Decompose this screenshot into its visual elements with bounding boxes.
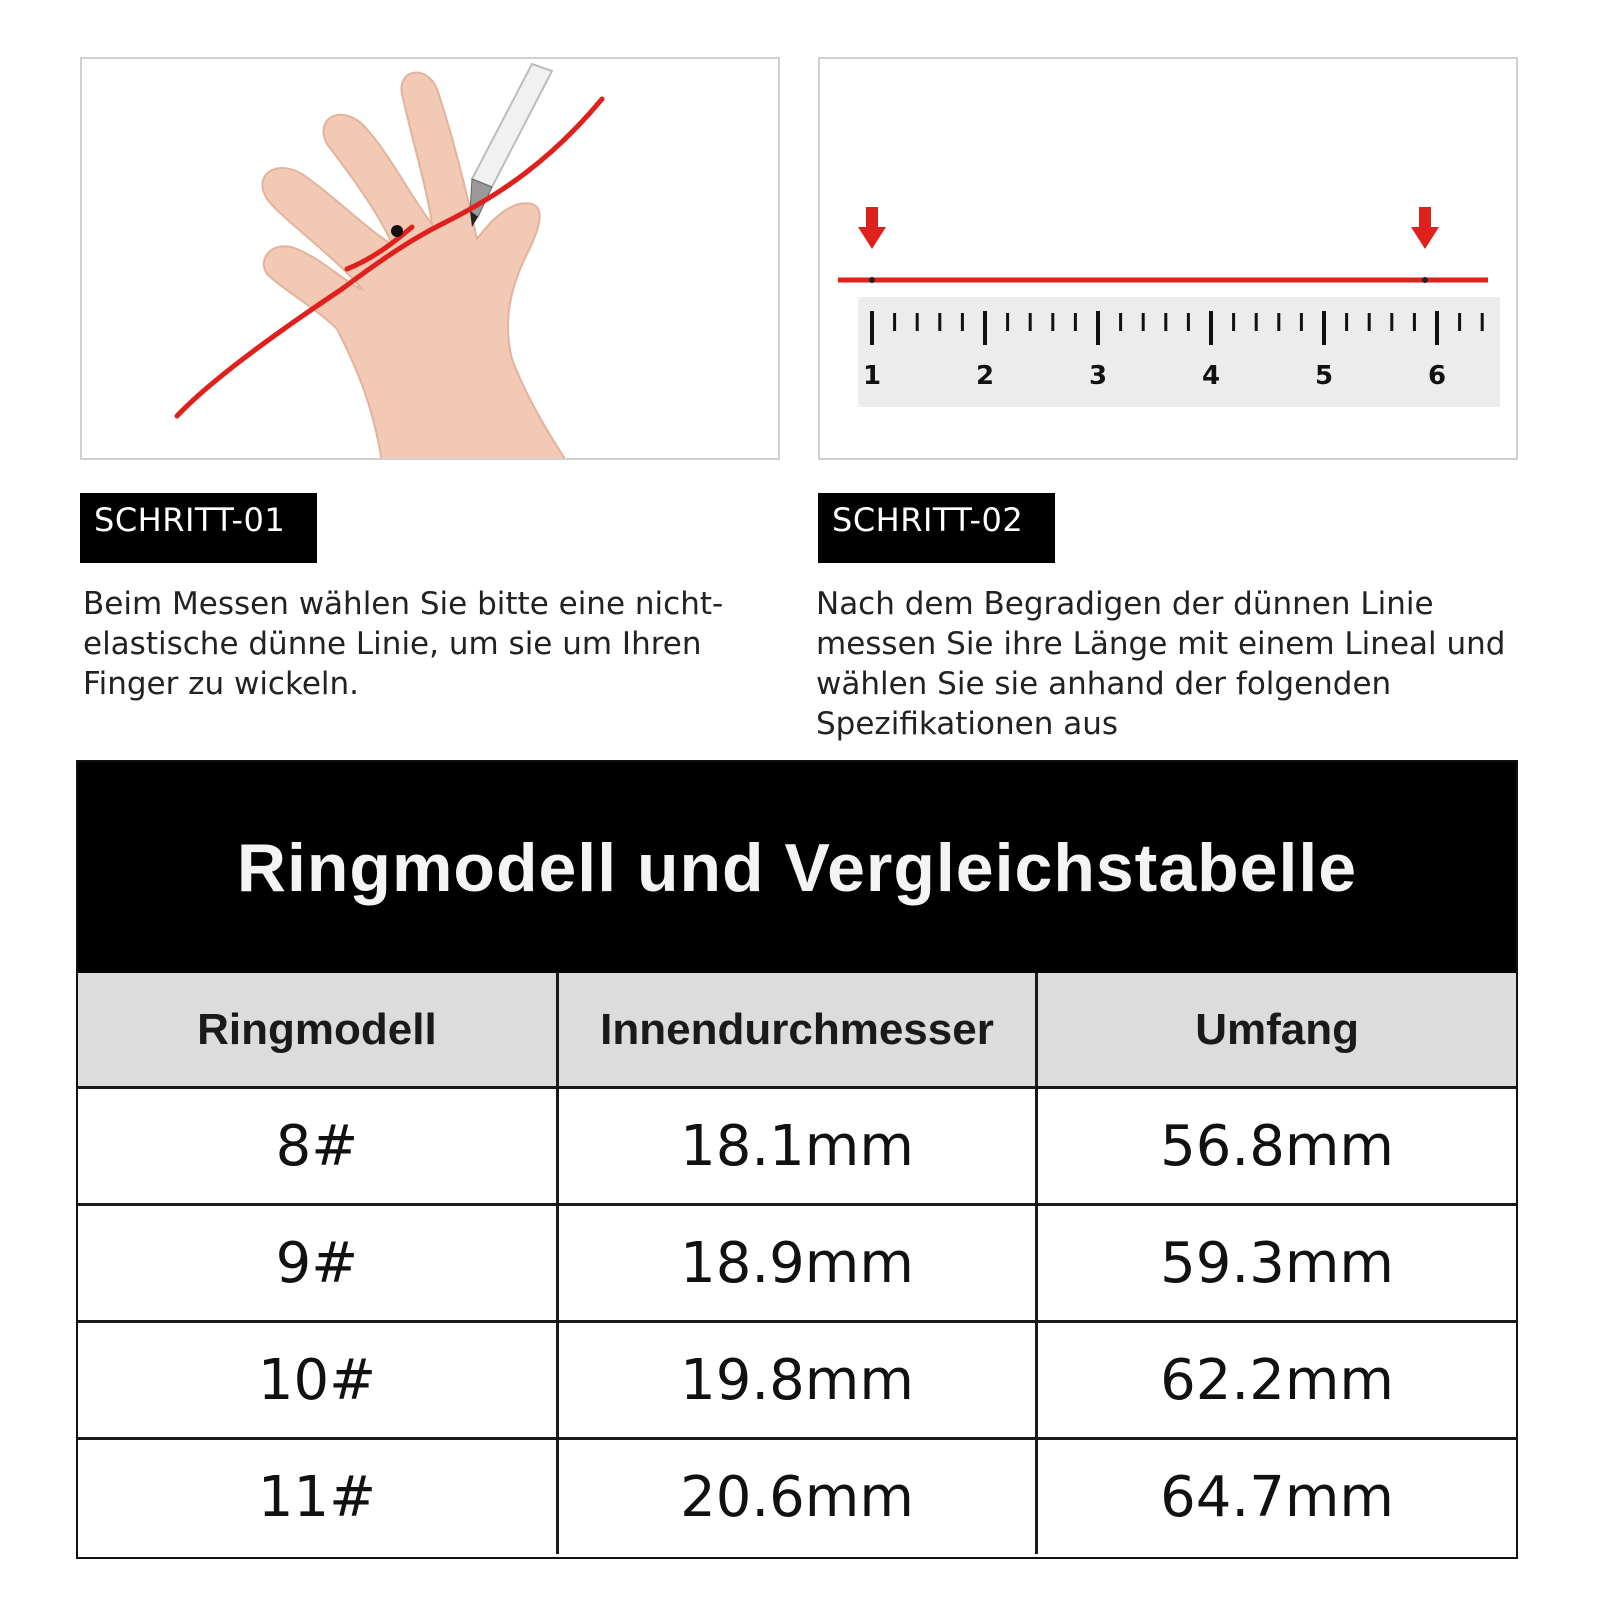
- circumference-cell: 64.7mm: [1037, 1439, 1516, 1555]
- step-2-description: Nach dem Begradigen der dünnen Linie messen Sie ihre Länge mit einem Lineal und wählen Sie sie anhand der folgenden Spezifikationen aus: [816, 586, 1506, 742]
- ring-size-cell: 11#: [78, 1439, 557, 1555]
- ruler-number-label: 6: [1427, 361, 1447, 391]
- ruler-number-label: 5: [1314, 361, 1334, 391]
- column-header-innendurchmesser: Innendurchmesser: [557, 973, 1036, 1088]
- column-header-umfang: Umfang: [1037, 973, 1516, 1088]
- ruler-number-label: 4: [1201, 361, 1221, 391]
- ring-size-cell: 9#: [78, 1205, 557, 1322]
- hand-with-thread-image: [82, 59, 780, 460]
- table-row: [78, 1322, 1516, 1439]
- column-header-ringmodell: Ringmodell: [78, 973, 557, 1088]
- ruler-number-label: 2: [975, 361, 995, 391]
- step-1-description: Beim Messen wählen Sie bitte eine nicht-elastische dünne Linie, um sie um Ihren Finger zu wickeln.: [83, 586, 724, 702]
- ruler-image: [820, 59, 1518, 460]
- ruler-number-label: 3: [1088, 361, 1108, 391]
- step-1-badge: SCHRITT-01: [80, 493, 317, 563]
- table-title: Ringmodell und Vergleichstabelle: [78, 762, 1516, 973]
- inner-diameter-cell: 20.6mm: [557, 1439, 1036, 1555]
- inner-diameter-cell: 18.1mm: [557, 1088, 1036, 1205]
- step-1-illustration: [80, 57, 780, 460]
- circumference-cell: 59.3mm: [1037, 1205, 1516, 1322]
- circumference-cell: 56.8mm: [1037, 1088, 1516, 1205]
- step-2-badge: SCHRITT-02: [818, 493, 1055, 563]
- arrow-down-icon: [1411, 207, 1439, 249]
- ring-size-cell: 8#: [78, 1088, 557, 1205]
- table-row: [78, 1088, 1516, 1205]
- ruler-number-label: 1: [862, 361, 882, 391]
- ring-size-table: [76, 760, 1518, 1559]
- table-row: [78, 1439, 1516, 1555]
- step-2-illustration: [818, 57, 1518, 460]
- circumference-cell: 62.2mm: [1037, 1322, 1516, 1439]
- arrow-down-icon: [858, 207, 886, 249]
- ring-size-cell: 10#: [78, 1322, 557, 1439]
- table-row: [78, 1205, 1516, 1322]
- table-header-row: [78, 973, 1516, 1088]
- size-table-grid: [78, 973, 1516, 1554]
- inner-diameter-cell: 19.8mm: [557, 1322, 1036, 1439]
- inner-diameter-cell: 18.9mm: [557, 1205, 1036, 1322]
